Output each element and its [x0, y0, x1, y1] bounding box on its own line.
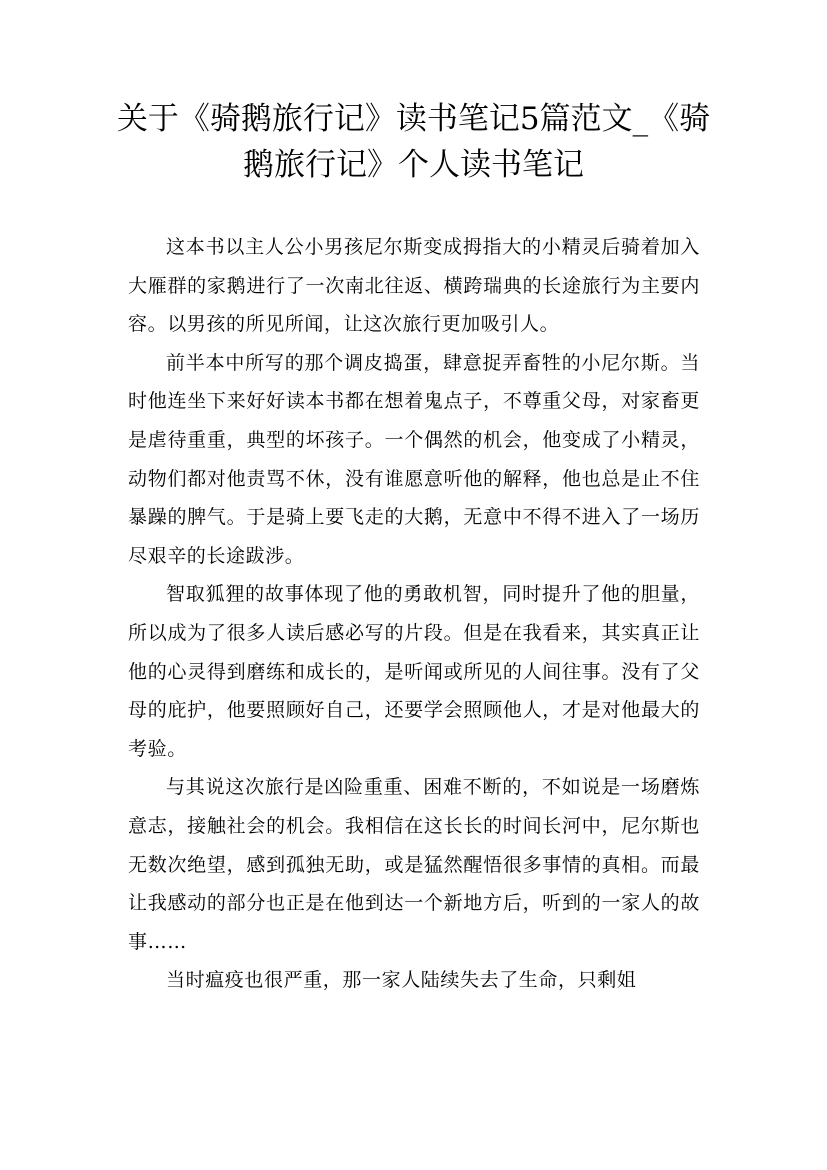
paragraph: 前半本中所写的那个调皮捣蛋，肆意捉弄畜牲的小尼尔斯。当时他连坐下来好好读本书都在想着鬼点子，不尊重父母，对家畜更是虐待重重，典型的坏孩子。一个偶然的机会，他变成了小精灵，动物们都对他责骂不休，没有谁愿意听他的解释，他也总是止不住暴躁的脾气。于是骑上要飞走的大鹅，无意中不得不进入了一场历尽艰辛的长途跋涉。 [128, 351, 700, 567]
document-body [128, 228, 700, 1000]
paragraph: 这本书以主人公小男孩尼尔斯变成拇指大的小精灵后骑着加入大雁群的家鹅进行了一次南北往返、横跨瑞典的长途旅行为主要内容。以男孩的所见所闻，让这次旅行更加吸引人。 [128, 236, 700, 336]
paragraph: 与其说这次旅行是凶险重重、困难不断的，不如说是一场磨炼意志，接触社会的机会。我相信在这长长的时间长河中，尼尔斯也无数次绝望，感到孤独无助，或是猛然醒悟很多事情的真相。而最让我感动的部分也正是在他到达一个新地方后，听到的一家人的故事…… [128, 776, 700, 953]
paragraph: 当时瘟疫也很严重，那一家人陆续失去了生命，只剩姐 [166, 969, 637, 992]
document-title: 关于《骑鹅旅行记》读书笔记5篇范文_《骑鹅旅行记》个人读书笔记 [116, 101, 711, 183]
paragraph: 智取狐狸的故事体现了他的勇敢机智，同时提升了他的胆量，所以成为了很多人读后感必写的片段。但是在我看来，其实真正让他的心灵得到磨练和成长的，是听闻或所见的人间往事。没有了父母的庇护，他要照顾好自己，还要学会照顾他人，才是对他最大的考验。 [128, 583, 700, 760]
